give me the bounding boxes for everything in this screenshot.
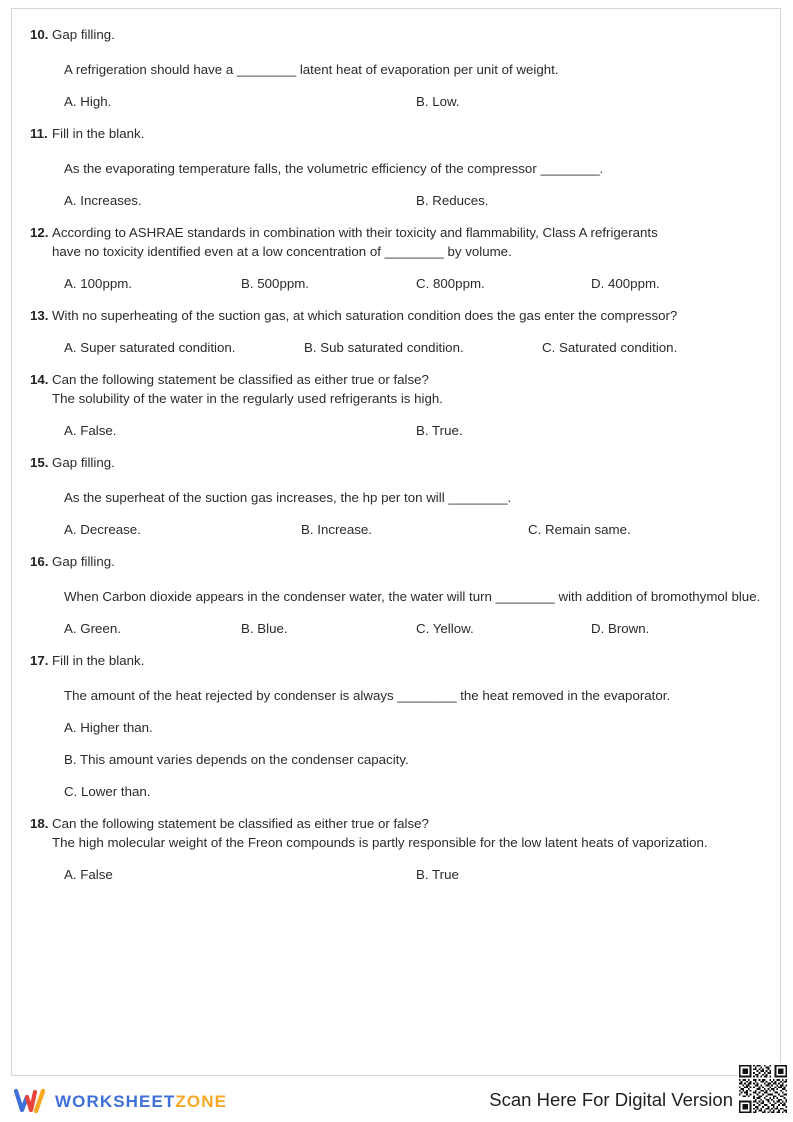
question-header [24, 223, 766, 261]
question-prompt [52, 814, 766, 852]
answer-option[interactable]: B. Increase. [301, 522, 372, 537]
question-item [24, 306, 766, 357]
question-header [24, 25, 766, 44]
answer-option[interactable]: B. This amount varies depends on the condenser capacity. [64, 752, 409, 767]
worksheet-zone-logo[interactable] [14, 1086, 227, 1116]
question-item [24, 25, 766, 111]
logo-text-zone: ZONE [175, 1091, 228, 1111]
question-prompt-line: The high molecular weight of the Freon compounds is partly responsible for the low latent heats of vaporization. [52, 835, 708, 850]
question-body: A refrigeration should have a ________ latent heat of evaporation per unit of weight. [64, 62, 559, 77]
question-number: 12. [30, 225, 49, 240]
logo-w-icon [14, 1088, 48, 1114]
answer-options [64, 619, 766, 638]
question-header [24, 124, 766, 143]
question-body: The amount of the heat rejected by condenser is always ________ the heat removed in the evaporator. [64, 688, 671, 703]
question-item [24, 651, 766, 801]
answer-options [64, 865, 766, 884]
question-number: 17. [30, 653, 49, 668]
question-prompt-line: Fill in the blank. [52, 653, 145, 668]
question-prompt-line: Can the following statement be classified as either true or false? [52, 372, 429, 387]
answer-options [64, 191, 766, 210]
answer-option[interactable]: B. True [416, 867, 459, 882]
question-number: 16. [30, 554, 49, 569]
question-item [24, 814, 766, 884]
answer-option[interactable]: A. Higher than. [64, 720, 153, 735]
question-header [24, 552, 766, 571]
answer-option[interactable]: A. Super saturated condition. [64, 340, 236, 355]
scan-prompt-text: Scan Here For Digital Version [489, 1089, 733, 1110]
question-item [24, 552, 766, 638]
answer-option[interactable]: C. Saturated condition. [542, 340, 678, 355]
question-number: 11. [30, 126, 48, 141]
question-prompt-line: Gap filling. [52, 455, 115, 470]
answer-option[interactable]: D. 400ppm. [591, 276, 660, 291]
question-item [24, 453, 766, 539]
worksheet-page [11, 8, 781, 1076]
answer-option[interactable]: B. Blue. [241, 621, 288, 636]
answer-option[interactable]: B. Sub saturated condition. [304, 340, 464, 355]
question-prompt [52, 124, 766, 143]
answer-option[interactable]: A. Increases. [64, 193, 142, 208]
question-prompt [52, 552, 766, 571]
question-prompt [52, 651, 766, 670]
answer-option[interactable]: C. Lower than. [64, 784, 151, 799]
answer-option[interactable]: A. Green. [64, 621, 121, 636]
question-number: 14. [30, 372, 49, 387]
question-number: 10. [30, 27, 49, 42]
answer-options [64, 92, 766, 111]
answer-option[interactable]: A. False [64, 867, 113, 882]
answer-option[interactable]: A. High. [64, 94, 112, 109]
answer-options [64, 718, 766, 801]
answer-option[interactable]: C. Yellow. [416, 621, 474, 636]
question-body: As the superheat of the suction gas increases, the hp per ton will ________. [64, 490, 512, 505]
question-prompt-line: Can the following statement be classified as either true or false? [52, 816, 429, 831]
question-item [24, 223, 766, 293]
answer-option[interactable]: B. Reduces. [416, 193, 489, 208]
question-prompt [52, 223, 766, 261]
question-prompt [52, 306, 766, 325]
questions-list [12, 9, 780, 884]
question-prompt-line: have no toxicity identified even at a low concentration of ________ by volume. [52, 244, 512, 259]
answer-option[interactable]: A. Decrease. [64, 522, 141, 537]
question-number: 18. [30, 816, 49, 831]
question-prompt [52, 25, 766, 44]
question-header [24, 370, 766, 408]
question-number: 15. [30, 455, 49, 470]
answer-option[interactable]: B. 500ppm. [241, 276, 310, 291]
qr-code[interactable] [737, 1063, 789, 1115]
answer-options [64, 421, 766, 440]
question-header [24, 651, 766, 670]
question-prompt [52, 370, 766, 408]
answer-option[interactable]: B. Low. [416, 94, 460, 109]
page-footer [0, 1078, 793, 1122]
question-item [24, 124, 766, 210]
answer-option[interactable]: A. 100ppm. [64, 276, 133, 291]
answer-option[interactable]: C. 800ppm. [416, 276, 485, 291]
logo-text-worksheet: WORKSHEET [55, 1091, 176, 1111]
answer-option[interactable]: D. Brown. [591, 621, 650, 636]
question-prompt-line: Gap filling. [52, 554, 115, 569]
question-prompt-line: With no superheating of the suction gas, at which saturation condition does the gas enter the compressor? [52, 308, 678, 323]
answer-option[interactable]: B. True. [416, 423, 463, 438]
question-prompt-line: Gap filling. [52, 27, 115, 42]
question-number: 13. [30, 308, 49, 323]
answer-options [64, 520, 766, 539]
question-prompt-line: The solubility of the water in the regularly used refrigerants is high. [52, 391, 443, 406]
question-body: When Carbon dioxide appears in the condenser water, the water will turn ________ with addition of bromothymol blue. [64, 589, 761, 604]
question-header [24, 453, 766, 472]
question-header [24, 306, 766, 325]
answer-options [64, 274, 766, 293]
answer-option[interactable]: A. False. [64, 423, 117, 438]
question-prompt-line: According to ASHRAE standards in combination with their toxicity and flammability, Class A refrigerants [52, 225, 658, 240]
answer-option[interactable]: C. Remain same. [528, 522, 631, 537]
question-prompt [52, 453, 766, 472]
logo-text [55, 1093, 227, 1110]
question-item [24, 370, 766, 440]
answer-options [64, 338, 766, 357]
question-header [24, 814, 766, 852]
question-prompt-line: Fill in the blank. [52, 126, 145, 141]
question-body: As the evaporating temperature falls, the volumetric efficiency of the compressor ________. [64, 161, 604, 176]
